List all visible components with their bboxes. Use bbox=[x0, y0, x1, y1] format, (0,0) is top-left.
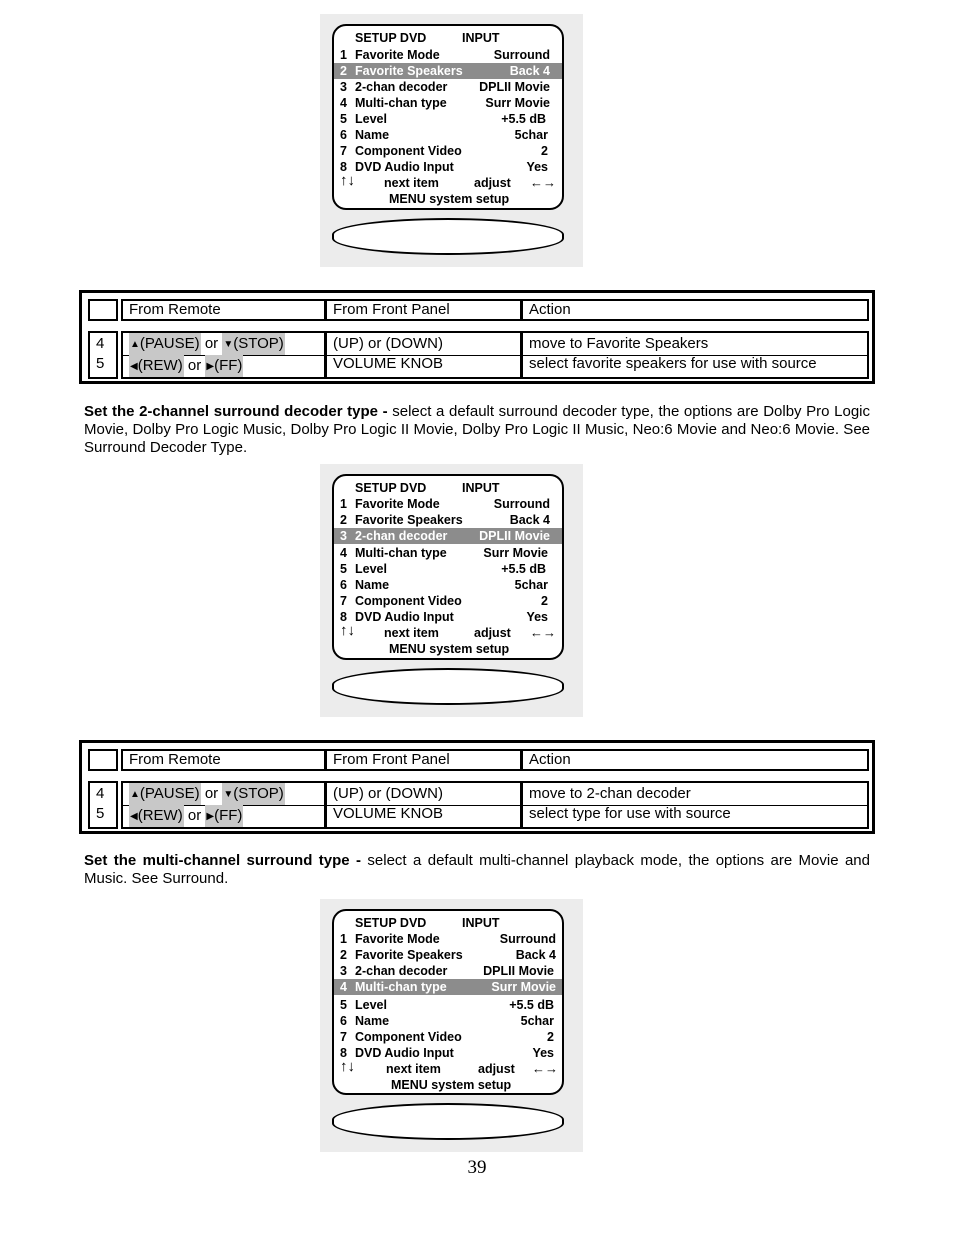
osd-item-num: 3 bbox=[340, 964, 347, 978]
osd-item-value: Yes bbox=[526, 160, 548, 174]
step-number: 4 bbox=[96, 785, 105, 802]
osd-item-value: DPLII Movie bbox=[483, 964, 554, 978]
action-text: move to 2-chan decoder bbox=[529, 785, 691, 802]
osd-item-value: Back 4 bbox=[515, 948, 556, 962]
down-triangle-icon: ▼ bbox=[223, 339, 234, 350]
osd-item-num: 1 bbox=[340, 497, 347, 511]
osd-menu-item bbox=[334, 963, 562, 979]
pause-key bbox=[129, 333, 201, 355]
panel-control: (UP) or (DOWN) bbox=[333, 335, 443, 352]
osd-menu-item bbox=[334, 79, 562, 95]
osd-menu-item bbox=[334, 1029, 562, 1045]
or-text: or bbox=[204, 335, 219, 352]
step-cell bbox=[90, 805, 116, 827]
step-cell bbox=[90, 783, 116, 805]
remote-keys bbox=[129, 355, 243, 377]
osd-item-num: 8 bbox=[340, 160, 347, 174]
osd-item-value: DPLII Movie bbox=[479, 529, 550, 543]
osd-menu-item bbox=[334, 143, 562, 159]
osd-adjust: adjust bbox=[474, 176, 511, 190]
remote-keys bbox=[129, 805, 243, 827]
ff-key-label: (FF) bbox=[214, 357, 243, 374]
osd-screen-panel bbox=[320, 899, 583, 1152]
remote-cell bbox=[123, 805, 324, 827]
osd-item-label: Name bbox=[355, 1014, 390, 1028]
osd-item-label: Multi-chan type bbox=[355, 980, 447, 994]
osd-item-label: Level bbox=[355, 112, 387, 126]
osd-title-input: INPUT bbox=[462, 481, 500, 495]
action-text: select type for use with source bbox=[529, 805, 731, 822]
osd-screen-panel bbox=[320, 14, 583, 267]
panel-cell bbox=[327, 355, 520, 377]
osd-item-num: 7 bbox=[340, 594, 347, 608]
osd-item-label: Favorite Speakers bbox=[355, 948, 463, 962]
osd-item-label: Level bbox=[355, 998, 387, 1012]
osd-next-item: next item bbox=[384, 626, 439, 640]
osd-item-num: 8 bbox=[340, 1046, 347, 1060]
osd-item-num: 2 bbox=[340, 948, 347, 962]
osd-item-num: 5 bbox=[340, 562, 347, 576]
osd-item-label: DVD Audio Input bbox=[355, 160, 454, 174]
section-paragraph bbox=[84, 852, 870, 888]
osd-item-label: Favorite Mode bbox=[355, 497, 440, 511]
osd-item-num: 7 bbox=[340, 144, 347, 158]
osd-menu-item bbox=[334, 95, 562, 111]
osd-title: SETUP DVD bbox=[355, 31, 427, 45]
left-right-arrows-icon: ←→ bbox=[530, 175, 556, 190]
stop-key bbox=[222, 783, 284, 805]
osd-item-value: +5.5 dB bbox=[509, 998, 554, 1012]
action-text: move to Favorite Speakers bbox=[529, 335, 709, 352]
osd-title: SETUP DVD bbox=[355, 916, 427, 930]
left-right-arrows-icon: ←→ bbox=[530, 625, 556, 640]
header-from-front-panel: From Front Panel bbox=[325, 299, 522, 321]
section-heading: Set the 2-channel surround decoder type - bbox=[84, 403, 388, 420]
section-paragraph bbox=[84, 403, 870, 457]
osd-item-label: Favorite Mode bbox=[355, 932, 440, 946]
action-cell bbox=[523, 355, 867, 377]
osd-screen bbox=[332, 24, 564, 210]
osd-menu-item bbox=[334, 127, 562, 143]
right-triangle-icon: ▶ bbox=[206, 811, 215, 822]
osd-menu-item-highlighted bbox=[334, 63, 562, 79]
osd-item-num: 6 bbox=[340, 128, 347, 142]
osd-menu-item bbox=[334, 577, 562, 593]
osd-item-num: 5 bbox=[340, 998, 347, 1012]
osd-item-label: 2-chan decoder bbox=[355, 529, 448, 543]
osd-item-label: 2-chan decoder bbox=[355, 80, 448, 94]
osd-item-label: Favorite Speakers bbox=[355, 513, 463, 527]
up-down-arrows-icon: ↑↓ bbox=[340, 1058, 355, 1075]
rew-key-label: (REW) bbox=[137, 357, 183, 374]
step-header bbox=[88, 299, 118, 321]
osd-screen bbox=[332, 474, 564, 660]
osd-item-value: Back 4 bbox=[509, 64, 550, 78]
rew-key bbox=[129, 355, 184, 377]
osd-menu-item bbox=[334, 545, 562, 561]
osd-menu-item bbox=[334, 1013, 562, 1029]
ff-key-label: (FF) bbox=[214, 807, 243, 824]
osd-item-value: Surr Movie bbox=[483, 546, 548, 560]
osd-item-value: Surr Movie bbox=[485, 96, 550, 110]
action-column bbox=[521, 331, 869, 379]
step-number: 5 bbox=[96, 805, 105, 822]
osd-menu-item-highlighted bbox=[334, 528, 562, 544]
osd-status-bar bbox=[332, 1103, 564, 1140]
or-text: or bbox=[187, 357, 202, 374]
stop-key-label: (STOP) bbox=[233, 335, 284, 352]
osd-item-num: 1 bbox=[340, 48, 347, 62]
osd-item-value: Surround bbox=[493, 48, 550, 62]
up-triangle-icon: ▲ bbox=[130, 339, 140, 350]
stop-key bbox=[222, 333, 284, 355]
left-right-arrows-icon: ←→ bbox=[532, 1061, 558, 1076]
osd-adjust: adjust bbox=[478, 1062, 515, 1076]
osd-item-label: Multi-chan type bbox=[355, 96, 447, 110]
section-body: select a default surround decoder type, the options are Dolby Pro Logic Movie, Dolby Pro Logic Music, Dolby Pro Logic II Movie, Dolby Pro Logic II Music, Neo:6 Movie and Neo:6 Movie. See Surround Decoder Type. bbox=[84, 403, 870, 456]
osd-menu-item bbox=[334, 111, 562, 127]
osd-item-value: 5char bbox=[514, 128, 548, 142]
osd-item-label: 2-chan decoder bbox=[355, 964, 448, 978]
osd-title-row bbox=[334, 915, 562, 931]
osd-menu-item bbox=[334, 1045, 562, 1061]
osd-item-value: Surr Movie bbox=[491, 980, 556, 994]
ff-key bbox=[205, 805, 243, 827]
osd-item-num: 2 bbox=[340, 64, 347, 78]
control-table bbox=[79, 290, 875, 384]
step-column bbox=[88, 331, 118, 379]
osd-menu-item bbox=[334, 931, 562, 947]
osd-menu-row bbox=[334, 1077, 562, 1093]
step-number: 5 bbox=[96, 355, 105, 372]
osd-title-row bbox=[334, 30, 562, 46]
step-column bbox=[88, 781, 118, 829]
action-cell bbox=[523, 805, 867, 827]
osd-item-num: 4 bbox=[340, 980, 347, 994]
osd-title-row bbox=[334, 480, 562, 496]
action-column bbox=[521, 781, 869, 829]
osd-menu-row bbox=[334, 191, 562, 207]
panel-control: VOLUME KNOB bbox=[333, 805, 444, 822]
panel-column bbox=[325, 781, 522, 829]
stop-key-label: (STOP) bbox=[233, 785, 284, 802]
osd-nav-row bbox=[334, 1058, 562, 1077]
osd-title-input: INPUT bbox=[462, 31, 500, 45]
remote-keys bbox=[129, 333, 285, 355]
up-down-arrows-icon: ↑↓ bbox=[340, 172, 355, 189]
panel-control: (UP) or (DOWN) bbox=[333, 785, 443, 802]
osd-item-label: Favorite Mode bbox=[355, 48, 440, 62]
pause-key bbox=[129, 783, 201, 805]
remote-cell bbox=[123, 783, 324, 806]
step-cell bbox=[90, 333, 116, 355]
page-number: 39 bbox=[467, 1157, 487, 1178]
header-from-remote: From Remote bbox=[121, 299, 326, 321]
osd-item-label: DVD Audio Input bbox=[355, 1046, 454, 1060]
step-number: 4 bbox=[96, 335, 105, 352]
osd-item-label: Multi-chan type bbox=[355, 546, 447, 560]
osd-item-num: 4 bbox=[340, 546, 347, 560]
osd-item-num: 6 bbox=[340, 1014, 347, 1028]
osd-nav-row bbox=[334, 172, 562, 191]
remote-cell bbox=[123, 333, 324, 356]
osd-item-num: 8 bbox=[340, 610, 347, 624]
osd-item-value: Surround bbox=[493, 497, 550, 511]
osd-title-input: INPUT bbox=[462, 916, 500, 930]
osd-menu-label: MENU system setup bbox=[391, 1078, 512, 1092]
step-header bbox=[88, 749, 118, 771]
remote-column bbox=[121, 331, 326, 379]
osd-menu-item bbox=[334, 47, 562, 63]
osd-next-item: next item bbox=[386, 1062, 441, 1076]
pause-key-label: (PAUSE) bbox=[139, 785, 200, 802]
step-cell bbox=[90, 355, 116, 377]
panel-cell bbox=[327, 805, 520, 827]
left-triangle-icon: ◀ bbox=[130, 811, 138, 822]
osd-item-label: Component Video bbox=[355, 594, 462, 608]
up-down-arrows-icon: ↑↓ bbox=[340, 622, 355, 639]
osd-status-bar bbox=[332, 218, 564, 255]
osd-menu-item-highlighted bbox=[334, 979, 562, 995]
osd-adjust: adjust bbox=[474, 626, 511, 640]
osd-item-value: Yes bbox=[532, 1046, 554, 1060]
osd-item-label: Component Video bbox=[355, 1030, 462, 1044]
remote-column bbox=[121, 781, 326, 829]
osd-item-num: 1 bbox=[340, 932, 347, 946]
panel-column bbox=[325, 331, 522, 379]
rew-key-label: (REW) bbox=[137, 807, 183, 824]
osd-menu-item bbox=[334, 496, 562, 512]
osd-item-label: Name bbox=[355, 128, 390, 142]
osd-item-value: 2 bbox=[541, 594, 548, 608]
rew-key bbox=[129, 805, 184, 827]
control-table bbox=[79, 740, 875, 834]
osd-menu-item bbox=[334, 609, 562, 625]
osd-menu-item bbox=[334, 159, 562, 175]
osd-item-num: 5 bbox=[340, 112, 347, 126]
osd-title: SETUP DVD bbox=[355, 481, 427, 495]
osd-item-value: 2 bbox=[541, 144, 548, 158]
osd-menu-label: MENU system setup bbox=[389, 192, 510, 206]
osd-screen bbox=[332, 909, 564, 1095]
osd-item-num: 3 bbox=[340, 80, 347, 94]
osd-item-value: Surround bbox=[499, 932, 556, 946]
osd-item-num: 2 bbox=[340, 513, 347, 527]
osd-item-num: 7 bbox=[340, 1030, 347, 1044]
osd-item-value: +5.5 dB bbox=[501, 562, 546, 576]
osd-menu-label: MENU system setup bbox=[389, 642, 510, 656]
osd-menu-item bbox=[334, 561, 562, 577]
header-action: Action bbox=[521, 299, 869, 321]
right-triangle-icon: ▶ bbox=[206, 361, 215, 372]
up-triangle-icon: ▲ bbox=[130, 789, 140, 800]
osd-menu-row bbox=[334, 641, 562, 657]
left-triangle-icon: ◀ bbox=[130, 361, 138, 372]
osd-item-value: DPLII Movie bbox=[479, 80, 550, 94]
section-body: select a default multi-channel playback mode, the options are Movie and Music. See Surround. bbox=[84, 852, 870, 887]
osd-screen-panel bbox=[320, 464, 583, 717]
remote-keys bbox=[129, 783, 285, 805]
osd-item-value: 5char bbox=[514, 578, 548, 592]
action-text: select favorite speakers for use with source bbox=[529, 355, 817, 372]
osd-item-label: Favorite Speakers bbox=[355, 64, 463, 78]
osd-next-item: next item bbox=[384, 176, 439, 190]
panel-control: VOLUME KNOB bbox=[333, 355, 444, 372]
ff-key bbox=[205, 355, 243, 377]
osd-item-num: 4 bbox=[340, 96, 347, 110]
osd-item-value: +5.5 dB bbox=[501, 112, 546, 126]
osd-item-num: 3 bbox=[340, 529, 347, 543]
section-heading: Set the multi-channel surround type - bbox=[84, 852, 362, 869]
osd-item-num: 6 bbox=[340, 578, 347, 592]
header-action: Action bbox=[521, 749, 869, 771]
osd-item-value: 2 bbox=[547, 1030, 554, 1044]
or-text: or bbox=[187, 807, 202, 824]
osd-item-value: 5char bbox=[520, 1014, 554, 1028]
remote-cell bbox=[123, 355, 324, 377]
header-from-remote: From Remote bbox=[121, 749, 326, 771]
or-text: or bbox=[204, 785, 219, 802]
osd-nav-row bbox=[334, 622, 562, 641]
osd-item-label: Name bbox=[355, 578, 390, 592]
osd-menu-item bbox=[334, 593, 562, 609]
header-from-front-panel: From Front Panel bbox=[325, 749, 522, 771]
pause-key-label: (PAUSE) bbox=[139, 335, 200, 352]
osd-item-label: Component Video bbox=[355, 144, 462, 158]
osd-menu-item bbox=[334, 512, 562, 528]
osd-menu-item bbox=[334, 947, 562, 963]
osd-item-value: Yes bbox=[526, 610, 548, 624]
osd-item-label: DVD Audio Input bbox=[355, 610, 454, 624]
osd-menu-item bbox=[334, 997, 562, 1013]
down-triangle-icon: ▼ bbox=[223, 789, 234, 800]
osd-item-label: Level bbox=[355, 562, 387, 576]
osd-item-value: Back 4 bbox=[509, 513, 550, 527]
osd-status-bar bbox=[332, 668, 564, 705]
